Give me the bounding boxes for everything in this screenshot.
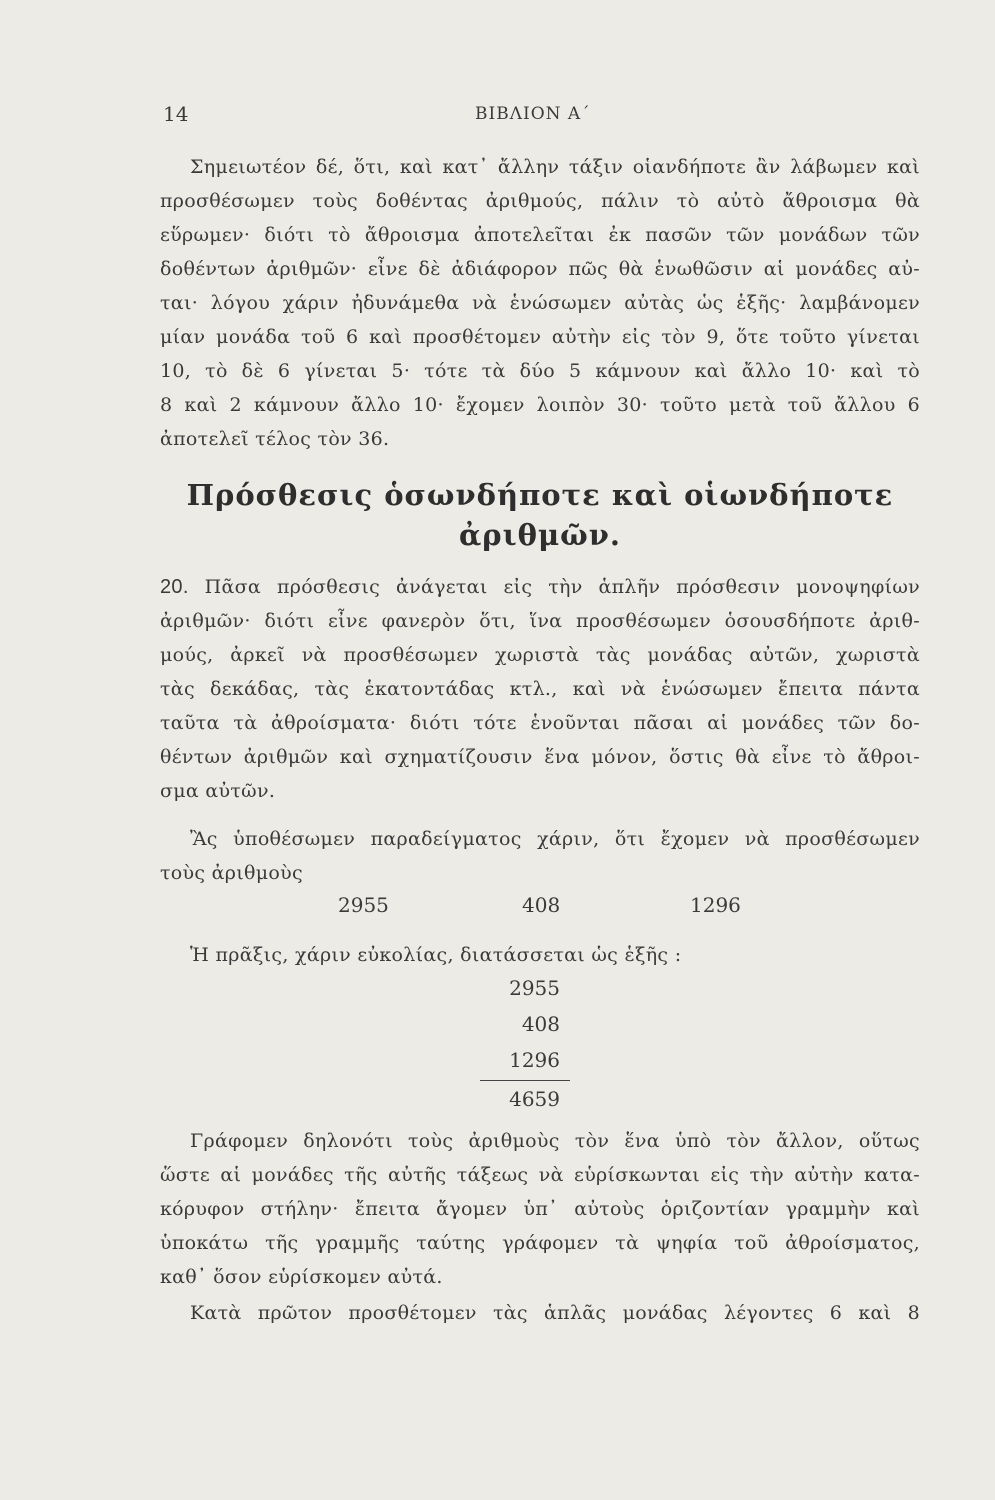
text-line: μίαν μονάδα τοῦ 6 καὶ προσθέτομεν αὐτὴν εἰς τὸν 9, ὅτε τοῦτο γίνεται	[160, 326, 920, 348]
section-number: 20.	[160, 576, 189, 598]
text-line: ἀποτελεῖ τέλος τὸν 36.	[160, 428, 390, 450]
sum-result: 4659	[509, 1087, 560, 1111]
text-line: 10, τὸ δὲ 6 γίνεται 5· τότε τὰ δύο 5 κάμνουν καὶ ἄλλο 10· καὶ τὸ	[160, 360, 920, 382]
number-value: 408	[522, 893, 561, 917]
text-line: θέντων ἀριθμῶν καὶ σχηματίζουσιν ἕνα μόνον, ὅστις θὰ εἶνε τὸ ἄθροι-	[160, 746, 920, 768]
number-value: 2955	[338, 893, 389, 917]
text-line: Ἡ πρᾶξις, χάριν εὐκολίας, διατάσσεται ὡς ἑξῆς :	[190, 944, 682, 966]
page-header	[155, 102, 915, 132]
text-line: Γράφομεν δηλονότι τοὺς ἀριθμοὺς τὸν ἕνα ὑπὸ τὸν ἄλλον, οὕτως	[190, 1130, 920, 1152]
text-line: κόρυφον στήλην· ἔπειτα ἄγομεν ὑπ᾽ αὐτοὺς ὁριζοντίαν γραμμὴν καὶ	[160, 1198, 920, 1220]
text-line: ταῦτα τὰ ἀθροίσματα· διότι τότε ἑνοῦνται πᾶσαι αἱ μονάδες τῶν δο-	[160, 712, 920, 734]
text-line: εὕρωμεν· διότι τὸ ἄθροισμα ἀποτελεῖται ἐκ πασῶν τῶν μονάδων τῶν	[160, 224, 920, 246]
column-addition	[480, 970, 570, 1117]
text-line: ὥστε αἱ μονάδες τῆς αὐτῆς τάξεως νὰ εὑρίσκωνται εἰς τὴν αὐτὴν κατα-	[160, 1164, 920, 1186]
text-line: σμα αὐτῶν.	[160, 780, 276, 802]
text-line: προσθέσωμεν τοὺς δοθέντας ἀριθμούς, πάλιν τὸ αὐτὸ ἄθροισμα θὰ	[160, 190, 920, 212]
section-heading-line-1: Πρόσθεσις ὁσωνδήποτε καὶ οἱωνδήποτε	[186, 478, 894, 512]
text-line: 8 καὶ 2 κάμνουν ἄλλο 10· ἔχομεν λοιπὸν 30· τοῦτο μετὰ τοῦ ἄλλου 6	[160, 394, 920, 416]
text-line: Ἂς ὑποθέσωμεν παραδείγματος χάριν, ὅτι ἔχομεν νὰ προσθέσωμεν	[190, 828, 920, 850]
text-line: μούς, ἀρκεῖ νὰ προσθέσωμεν χωριστὰ τὰς μονάδας αὐτῶν, χωριστὰ	[160, 644, 920, 666]
addend: 1296	[509, 1048, 560, 1072]
text-line: ται· λόγου χάριν ἠδυνάμεθα νὰ ἑνώσωμεν αὐτὰς ὡς ἑξῆς· λαμβάνομεν	[160, 292, 920, 314]
page-number: 14	[163, 102, 189, 126]
text-line-content: Πᾶσα πρόσθεσις ἀνάγεται εἰς τὴν ἁπλῆν πρόσθεσιν μονοψηφίων	[204, 576, 920, 598]
running-title: ΒΙΒΛΙΟΝ Α΄	[475, 104, 591, 124]
text-line: Κατὰ πρῶτον προσθέτομεν τὰς ἁπλᾶς μονάδας λέγοντες 6 καὶ 8	[190, 1302, 920, 1324]
text-line: Σημειωτέον δέ, ὅτι, καὶ κατ᾽ ἄλλην τάξιν οἱανδήποτε ἂν λάβωμεν καὶ	[190, 156, 920, 178]
text-line: καθ᾽ ὅσον εὑρίσκομεν αὐτά.	[160, 1266, 443, 1288]
text-line: ὑποκάτω τῆς γραμμῆς ταύτης γράφομεν τὰ ψηφία τοῦ ἀθροίσματος,	[160, 1232, 920, 1254]
text-line: τὰς δεκάδας, τὰς ἑκατοντάδας κτλ., καὶ νὰ ἑνώσωμεν ἔπειτα πάντα	[160, 678, 920, 700]
addend: 408	[521, 1012, 560, 1036]
addend: 2955	[509, 976, 560, 1000]
text-line	[160, 570, 920, 604]
text-line: ἀριθμῶν· διότι εἶνε φανερὸν ὅτι, ἵνα προσθέσωμεν ὁσουσδήποτε ἀριθ-	[160, 610, 920, 632]
text-line: τοὺς ἀριθμοὺς	[160, 862, 303, 884]
number-value: 1296	[690, 893, 741, 917]
numbers-row	[160, 893, 920, 927]
text-line: δοθέντων ἀριθμῶν· εἶνε δὲ ἀδιάφορον πῶς θὰ ἑνωθῶσιν αἱ μονάδες αὐ-	[160, 258, 920, 280]
section-heading-line-2: ἀριθμῶν.	[458, 518, 622, 552]
